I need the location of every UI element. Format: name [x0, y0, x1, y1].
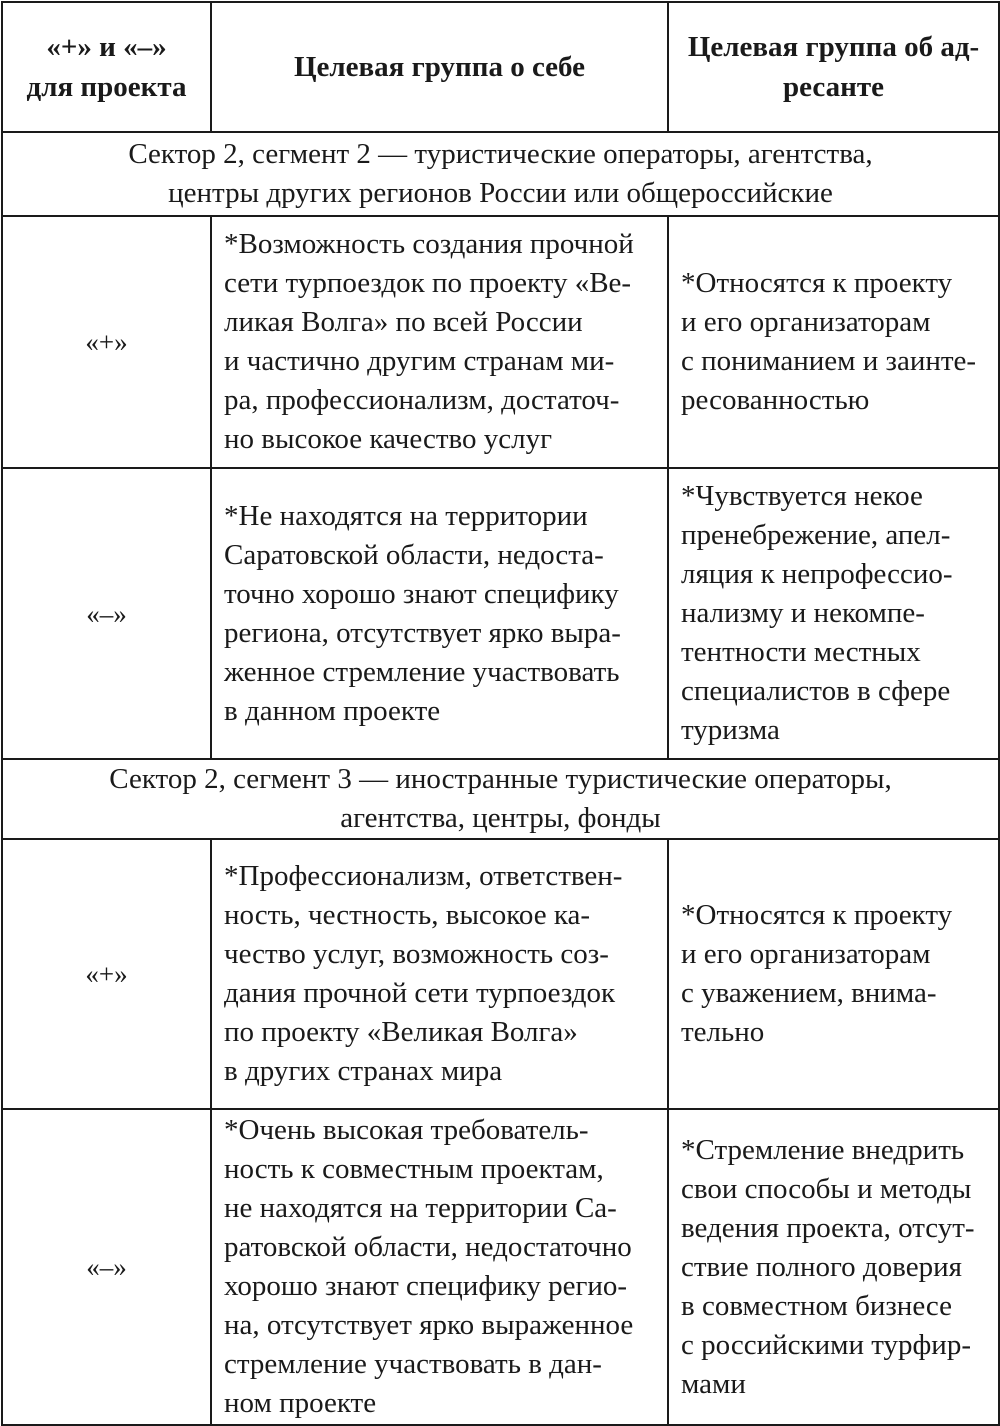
sign-cell: «–» [2, 1109, 211, 1425]
section-title-row [2, 132, 999, 216]
section-title-cell [2, 132, 999, 216]
addressee-cell: *Стремление внедрить свои способы и методы ведения проекта, отсут- ствие полного доверия в совместном бизнесе с российскими турфир- мами [668, 1109, 999, 1425]
table-row [2, 468, 999, 759]
table-row [2, 839, 999, 1109]
section-title-row [2, 759, 999, 839]
self-cell: *Очень высокая требователь- ность к совместным проектам, не находятся на территории Са- ратовской области, недостаточно хорошо знают специфику регио- на, отсутствует ярко выраженное стремление участвовать в дан- ном проекте [211, 1109, 668, 1425]
addressee-cell: *Относятся к проекту и его организаторам с уважением, внима- тельно [668, 839, 999, 1109]
header-addressee-column: Целевая группа об ад- ресанте [668, 2, 999, 132]
section-title: Сектор 2, сегмент 2 — туристические операторы, агентства, центры других регионов России или общероссийские [128, 138, 873, 209]
sign-cell: «+» [2, 839, 211, 1109]
section-title-cell [2, 759, 999, 839]
sign-cell: «+» [2, 216, 211, 468]
section-title: Сектор 2, сегмент 3 — иностранные туристические операторы, агентства, центры, фонды [109, 763, 892, 834]
header-sign-column: «+» и «–» для проекта [2, 2, 211, 132]
addressee-cell: *Чувствуется некое пренебрежение, апел- ляция к непрофессио- нализму и некомпе- тентности местных специалистов в сфере туризма [668, 468, 999, 759]
self-cell: *Профессионализм, ответствен- ность, честность, высокое ка- чество услуг, возможность соз- дания прочной сети турпоездок по проекту «Великая Волга» в других странах мира [211, 839, 668, 1109]
comparison-table [1, 1, 1000, 1426]
table-row [2, 1109, 999, 1425]
self-cell: *Возможность создания прочной сети турпоездок по проекту «Ве- ликая Волга» по всей России и частично другим странам ми- ра, профессионализм, достаточ- но высокое качество услуг [211, 216, 668, 468]
header-self-column: Целевая группа о себе [211, 2, 668, 132]
self-cell: *Не находятся на территории Саратовской области, недоста- точно хорошо знают специфику региона, отсутствует ярко выра- женное стремление участвовать в данном проекте [211, 468, 668, 759]
addressee-cell: *Относятся к проекту и его организаторам с пониманием и заинте- ресованностью [668, 216, 999, 468]
sign-cell: «–» [2, 468, 211, 759]
header-row [2, 2, 999, 132]
table-row [2, 216, 999, 468]
